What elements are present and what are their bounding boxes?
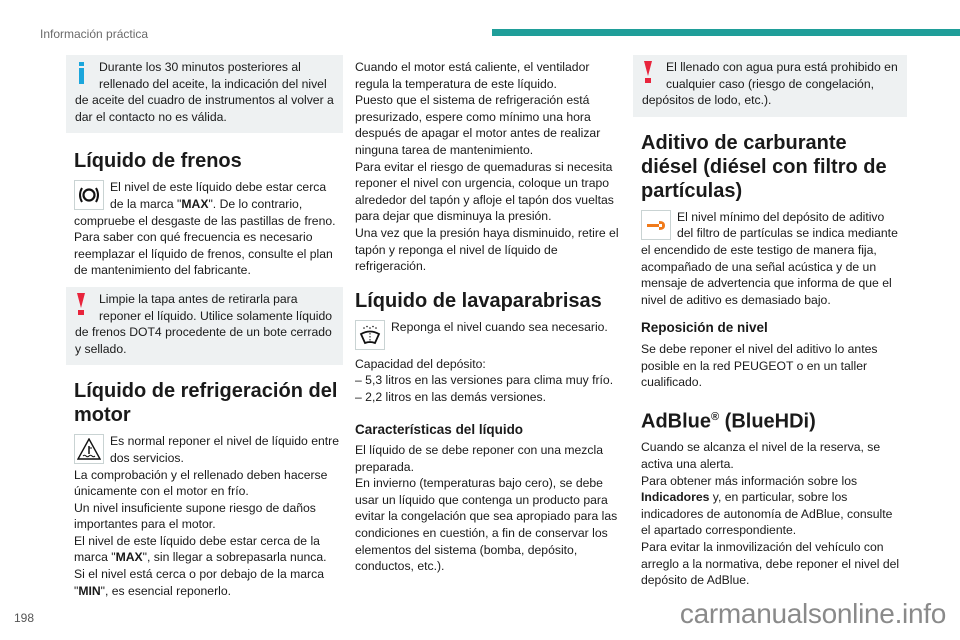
coolant-heading: Líquido de refrigeración del motor xyxy=(74,380,338,427)
brake-warning-note xyxy=(66,287,343,365)
coolant-section: Es normal reponer el nivel de líquido entre dos servicios. La comprobación y el rellenado deben hacerse únicamente con el motor en frío. Un nivel insuficiente supone riesgo de daños importantes para el motor. El nivel de este líquido debe estar cerca de la marca "MAX", sin llegar a sobrepasarla nunca. Si el nivel está cerca o por debajo de la marca "MIN", es esencial reponerlo. xyxy=(74,434,339,598)
page-number: 198 xyxy=(14,611,35,625)
warning-exclamation-icon xyxy=(75,291,93,321)
section-header-title: Información práctica xyxy=(40,27,149,41)
indicators-reference: Indicadores xyxy=(641,490,710,505)
list-item: – 5,3 litros en las versiones para clima muy frío. xyxy=(355,373,614,388)
info-note-text: Durante los 30 minutos posteriores al rellenado del aceite, la indicación del nivel de aceite del cuadro de instrumentos al volver a dar el contacto no es válida. xyxy=(75,60,334,124)
water-warning-note: El llenado con agua pura está prohibido en cualquier caso (riesgo de congelación, depósitos de lodo, etc.). xyxy=(633,55,907,117)
particle-filter-warning-icon xyxy=(641,210,671,240)
column-1 xyxy=(74,55,339,599)
header-accent-bar xyxy=(492,29,960,36)
brake-warning-text: Limpie la tapa antes de retirarla para reponer el líquido. Utilice solamente líquido de frenos DOT4 procedente de un bote cerrado y sellado. xyxy=(75,291,333,356)
brake-fluid-p2: Para saber con qué frecuencia es necesario reemplazar el líquido de frenos, consulte el plan de mantenimiento del fabricante. xyxy=(74,230,333,278)
fluid-characteristics-heading: Características del líquido xyxy=(355,421,524,437)
adblue-heading: AdBlue® (BlueHDi) xyxy=(641,410,816,433)
list-item: – 2,2 litros en las demás versiones. xyxy=(355,389,547,404)
column-3 xyxy=(641,55,903,589)
coolant-temperature-warning-icon xyxy=(74,434,104,464)
level-refill-heading: Reposición de nivel xyxy=(641,320,768,336)
washer-fluid-heading: Líquido de lavaparabrisas xyxy=(355,289,602,312)
column-2: Cuando el motor está caliente, el ventilador regula la temperatura de este líquido. Puesto que el sistema de refrigeración está presurizado, espere como mínimo una hora después de apagar el motor antes de realizar ninguna tarea de mantenimiento. Para evitar el riesgo de quemaduras si necesita reponer el nivel con urgencia, coloque un trapo alrededor del tapón y afloje el tapón dos vueltas para dejar que disminuya la presión. Una vez que la presión haya disminuido, retire el tapón y reponga el nivel de líquido de refrigeración. Líquido de lavaparabrisas Reponga el nivel cuando sea necesario. Capacidad del depósito: – 5,3 litros en las versiones para clima muy frío. – 2,2 litros en las demás versiones. Características del líquido El líquido de se debe reponer con una mezcla preparada. En invierno (temperaturas bajo cero), se debe usar un líquido que contenga un producto para evitar la congelación que sea apropiado para las condiciones en cuestión, a fin de conservar los elementos del sistema (bomba, depósito, conductos, etc.). xyxy=(355,60,619,574)
info-icon xyxy=(75,59,93,89)
washer-fluid-section: Reponga el nivel cuando sea necesario. Capacidad del depósito: – 5,3 litros en las versiones para clima muy frío. – 2,2 litros en las demás versiones. Características del líquido El líquido de se debe reponer con una mezcla preparada. En invierno (temperaturas bajo cero), se debe usar un líquido que contenga un producto para evitar la congelación que sea apropiado para las condiciones en cuestión, a fin de conservar los elementos del sistema (bomba, depósito, conductos, etc.). xyxy=(355,319,620,575)
washer-fluid-icon xyxy=(355,320,385,350)
info-note xyxy=(66,55,343,133)
brake-warning-icon xyxy=(74,180,104,210)
diesel-additive-heading: Aditivo de carburante diésel (diésel con filtro de partículas) xyxy=(641,131,887,202)
brake-fluid-heading: Líquido de frenos xyxy=(74,150,242,173)
diesel-additive-section: El nivel mínimo del depósito de aditivo del filtro de partículas se indica mediante el encendido de este testigo de manera fija, acompañado de una señal acústica y de un mensaje de advertencia que informa de que el nivel de aditivo es demasiado bajo. Reposición de nivel Se debe reponer el nivel del aditivo lo antes posible en la red PEUGEOT o en un taller cualificado. xyxy=(641,209,903,391)
warning-exclamation-icon xyxy=(642,59,660,89)
adblue-section: Cuando se alcanza el nivel de la reserva, se activa una alerta. Para obtener más información sobre los Indicadores y, en particular, sobre los indicadores de autonomía de AdBlue, consulte el apartado correspondiente. Para evitar la inmovilización del vehículo con arreglo a la normativa, debe reponer el nivel del depósito de AdBlue. xyxy=(641,440,900,588)
brake-fluid-section: El nivel de este líquido debe estar cerca de la marca "MAX". De lo contrario, compruebe el desgaste de las pastillas de freno. Para saber con qué frecuencia es necesario reemplazar el líquido de frenos, consulte el plan de mantenimiento del fabricante. xyxy=(74,179,339,279)
watermark-site: carmanualsonline.info xyxy=(679,598,946,629)
